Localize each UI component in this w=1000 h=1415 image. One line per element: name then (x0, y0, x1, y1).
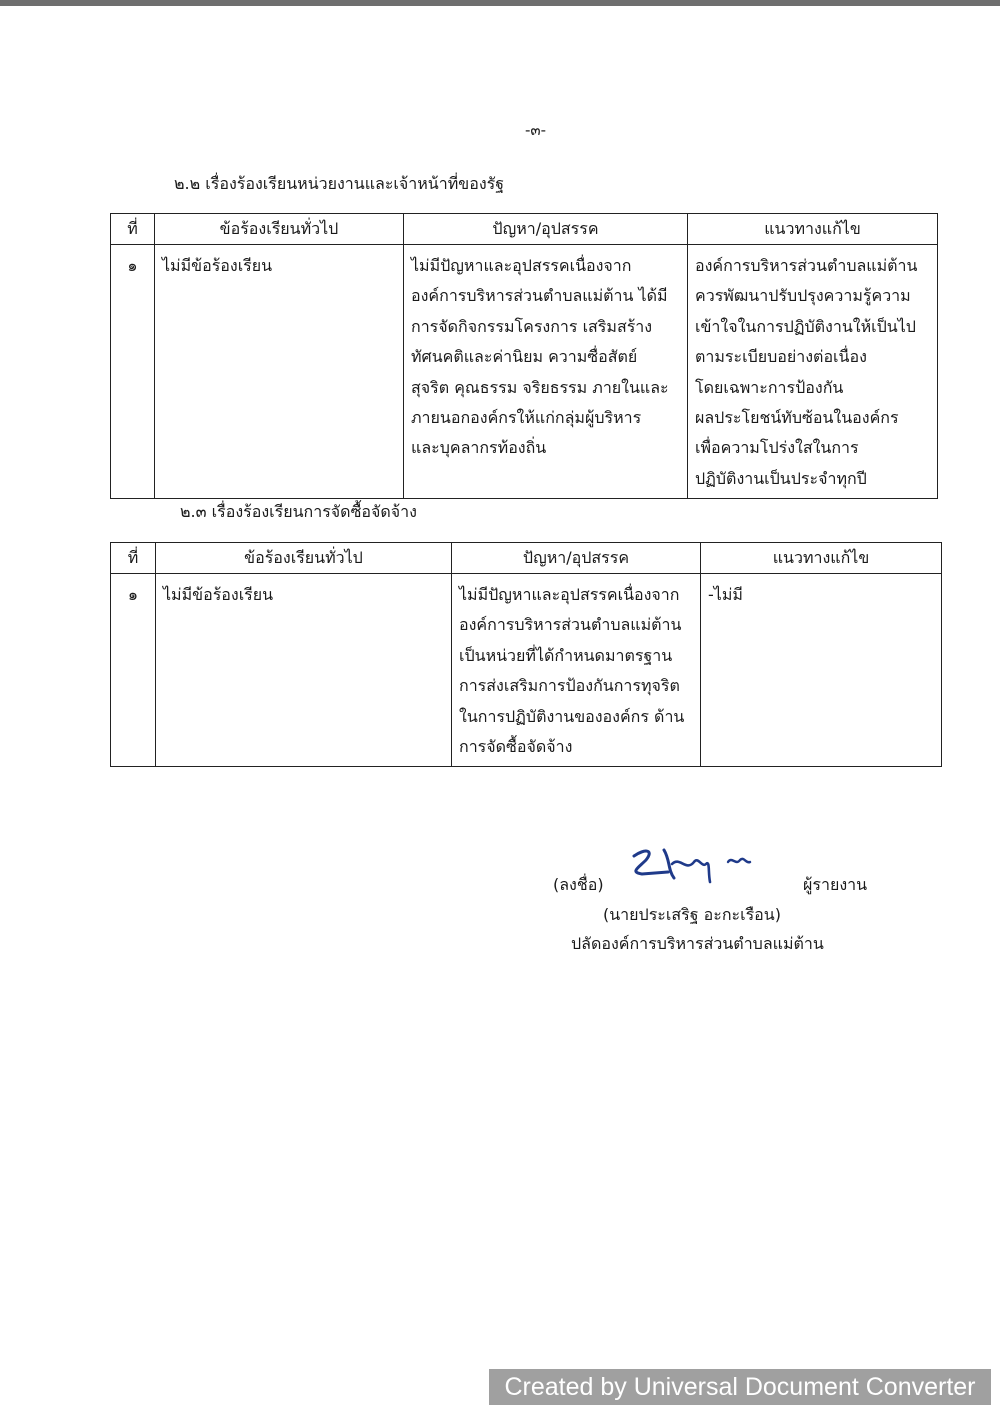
solution-line: โดยเฉพาะการป้องกัน (695, 377, 844, 397)
solution-line: เพื่อความโปร่งใสในการ (695, 438, 859, 458)
problem-line: ไม่มีปัญหาและอุปสรรคเนื่องจาก (459, 585, 680, 604)
problem-line: การส่งเสริมการป้องกันการทุจริต (459, 676, 680, 696)
column-header-solution: แนวทางแก้ไข (688, 214, 938, 245)
problem-line: องค์การบริหารส่วนตำบลแม่ต้าน (459, 615, 682, 635)
solution-cell (701, 574, 942, 767)
solution-line: ตามระเบียบอย่างต่อเนื่อง (695, 347, 867, 367)
solution-line: -ไม่มี (708, 585, 743, 604)
column-header-problem: ปัญหา/อุปสรรค (404, 214, 688, 245)
page-number: -๓- (525, 121, 547, 139)
table-header-row (111, 214, 938, 245)
complaint-text: ไม่มีข้อร้องเรียน (162, 256, 273, 275)
row-number: ๑ (111, 245, 155, 499)
table-row (111, 245, 938, 499)
solution-cell (688, 245, 938, 499)
solution-line: เข้าใจในการปฏิบัติงานให้เป็นไป (695, 316, 916, 336)
complaint-cell (156, 574, 452, 767)
column-header-solution: แนวทางแก้ไข (701, 543, 942, 574)
problem-line: ในการปฏิบัติงานขององค์กร ด้าน (459, 706, 685, 726)
problem-cell (404, 245, 688, 499)
problem-line: เป็นหน่วยที่ได้กำหนดมาตรฐาน (459, 645, 673, 665)
reporter-role: ผู้รายงาน (803, 875, 868, 894)
complaint-cell (155, 245, 404, 499)
complaints-table-procurement (110, 542, 942, 767)
section-heading-2-2: ๒.๒ เรื่องร้องเรียนหน่วยงานและเจ้าหน้าที่ของรัฐ (174, 174, 505, 193)
solution-line: ผลประโยชน์ทับซ้อนในองค์กร (695, 408, 899, 428)
solution-line: ปฏิบัติงานเป็นประจำทุกปี (695, 468, 867, 488)
complaint-text: ไม่มีข้อร้องเรียน (163, 585, 274, 604)
problem-line: ไม่มีปัญหาและอุปสรรคเนื่องจาก (411, 256, 632, 275)
signer-name: (นายประเสริฐ อะกะเรือน) (603, 905, 781, 924)
problem-line: ภายนอกองค์กรให้แก่กลุ่มผู้บริหาร (411, 408, 642, 428)
solution-line: ควรพัฒนาปรับปรุงความรู้ความ (695, 286, 911, 306)
signer-title: ปลัดองค์การบริหารส่วนตำบลแม่ต้าน (571, 934, 824, 953)
column-header-no: ที่ (111, 214, 155, 245)
complaints-table-agency (110, 213, 938, 499)
table-row (111, 574, 942, 767)
solution-line: องค์การบริหารส่วนตำบลแม่ต้าน (695, 256, 918, 275)
problem-line: การจัดซื้อจัดจ้าง (459, 737, 573, 757)
table-header-row (111, 543, 942, 574)
problem-line: การจัดกิจกรรมโครงการ เสริมสร้าง (411, 316, 653, 336)
problem-line: ทัศนคติและค่านิยม ความซื่อสัตย์ (411, 347, 638, 367)
problem-line: และบุคลากรท้องถิ่น (411, 438, 547, 458)
problem-cell (452, 574, 701, 767)
problem-line: องค์การบริหารส่วนตำบลแม่ต้าน ได้มี (411, 286, 668, 306)
problem-line: สุจริต คุณธรรม จริยธรรม ภายในและ (411, 377, 669, 397)
row-number: ๑ (111, 574, 156, 767)
sign-label: (ลงชื่อ) (553, 875, 604, 894)
column-header-no: ที่ (111, 543, 156, 574)
scan-top-edge (0, 0, 1000, 6)
column-header-complaint: ข้อร้องเรียนทั่วไป (155, 214, 404, 245)
section-heading-2-3: ๒.๓ เรื่องร้องเรียนการจัดซื้อจัดจ้าง (180, 502, 417, 521)
handwritten-signature (624, 842, 754, 890)
column-header-complaint: ข้อร้องเรียนทั่วไป (156, 543, 452, 574)
converter-watermark: Created by Universal Document Converter (489, 1369, 991, 1405)
column-header-problem: ปัญหา/อุปสรรค (452, 543, 701, 574)
